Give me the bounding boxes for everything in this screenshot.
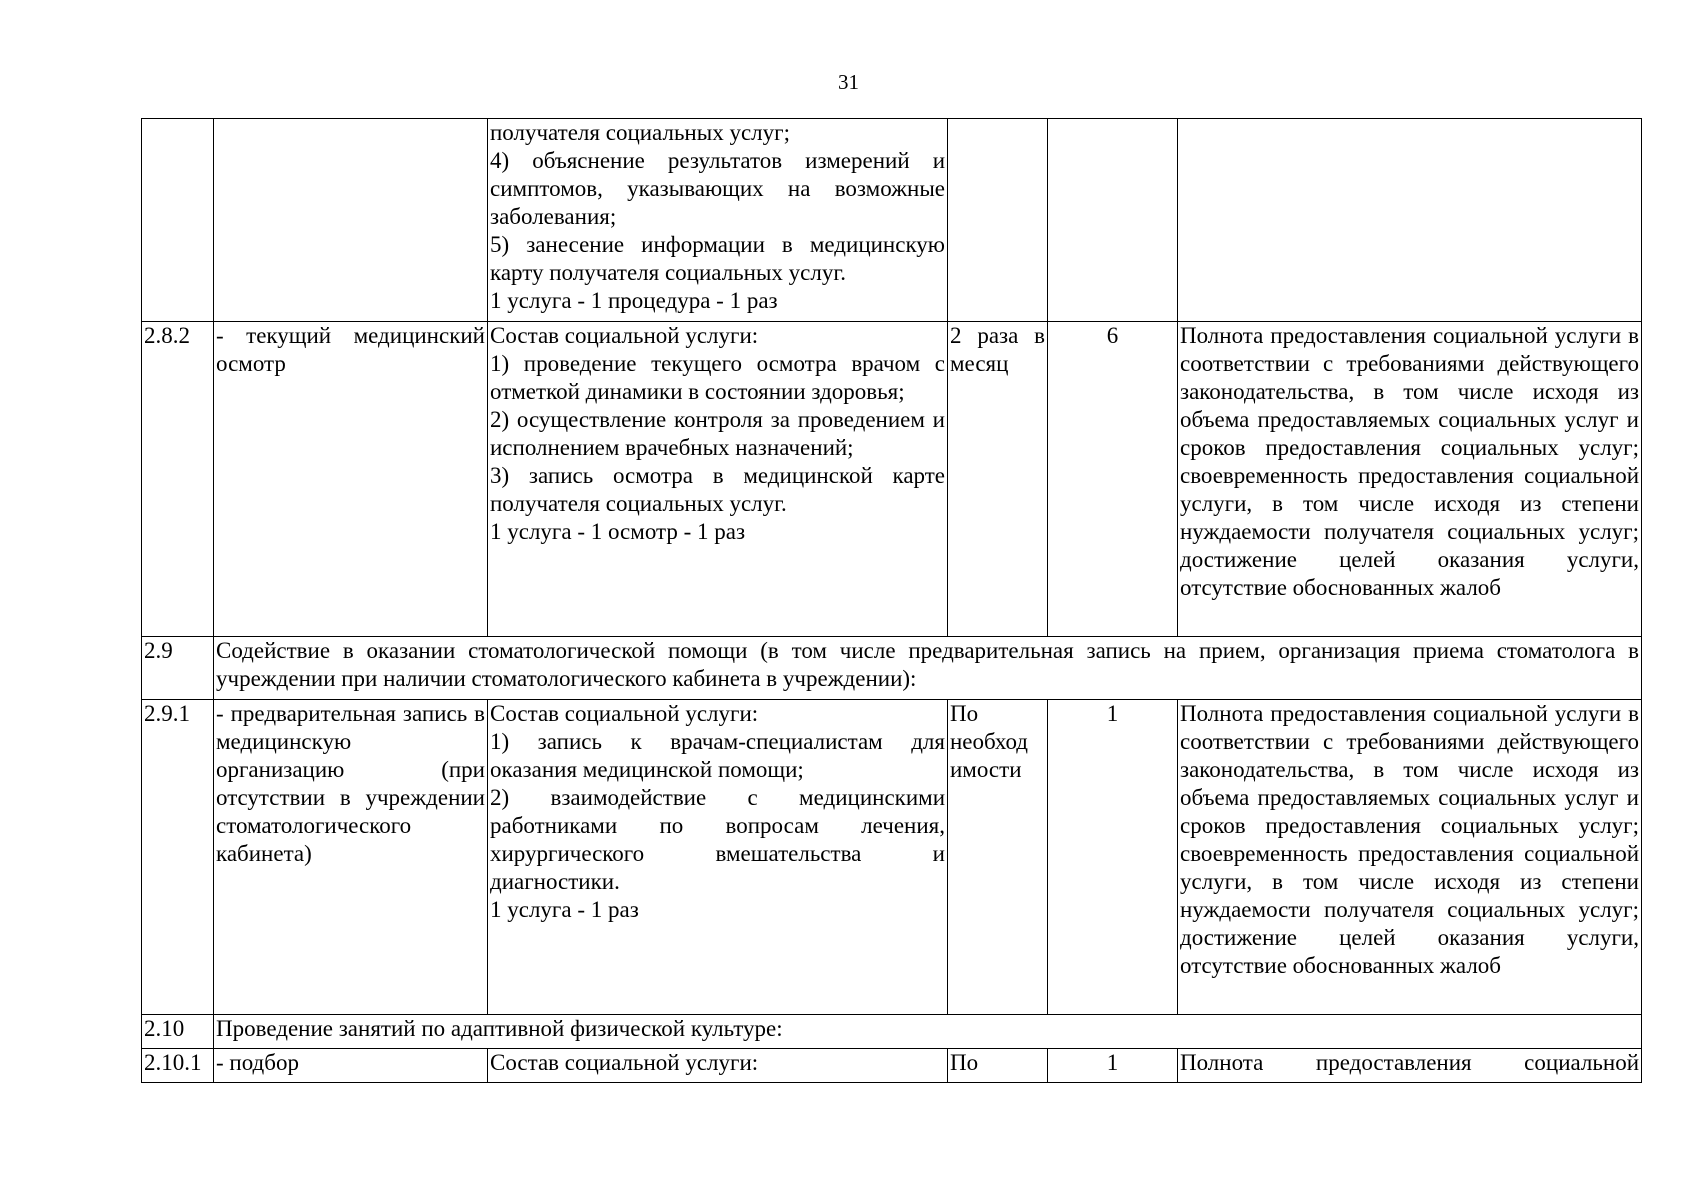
cell-service-name: - предварительная запись в медицинскую организацию (при отсутствии в учреждении стоматологического кабинета) bbox=[214, 700, 488, 1015]
cell-number: 2.10 bbox=[142, 1015, 214, 1049]
table-row bbox=[142, 637, 1642, 700]
cell-service-name bbox=[214, 119, 488, 322]
cell-service-name: - текущий медицинский осмотр bbox=[214, 322, 488, 637]
description-line: 2) осуществление контроля за проведением и исполнением врачебных назначений; bbox=[490, 407, 945, 460]
description-line: 4) объяснение результатов измерений и симптомов, указывающих на возможные заболевания; bbox=[490, 148, 945, 229]
cell-volume: 1 bbox=[1048, 1049, 1178, 1083]
cell-criteria: Полнота предоставления социальной услуги в соответствии с требованиями действующего законодательства, в том числе исходя из объема предоставляемых социальных услуг и сроков предоставления социальных услуг; своевременность предоставления социальной услуги, в том числе исходя из степени нуждаемости получателя социальных услуг; достижение целей оказания услуги, отсутствие обоснованных жалоб bbox=[1178, 322, 1642, 637]
description-line: получателя социальных услуг; bbox=[490, 120, 790, 145]
section-title: Содействие в оказании стоматологической помощи (в том числе предварительная запись на прием, организация приема стоматолога в учреждении при наличии стоматологического кабинета в учреждении): bbox=[214, 637, 1642, 700]
table-row bbox=[142, 700, 1642, 1015]
description-line: Состав социальной услуги: bbox=[490, 701, 759, 726]
description-line: Состав социальной услуги: bbox=[490, 323, 759, 348]
cell-number: 2.9 bbox=[142, 637, 214, 700]
cell-criteria: Полнота предоставления социальной bbox=[1178, 1049, 1642, 1083]
table-row bbox=[142, 119, 1642, 322]
cell-criteria: Полнота предоставления социальной услуги в соответствии с требованиями действующего законодательства, в том числе исходя из объема предоставляемых социальных услуг и сроков предоставления социальных услуг; своевременность предоставления социальной услуги, в том числе исходя из степени нуждаемости получателя социальных услуг; достижение целей оказания услуги, отсутствие обоснованных жалоб bbox=[1178, 700, 1642, 1015]
cell-service-name: - подбор bbox=[214, 1049, 488, 1083]
cell-number: 2.9.1 bbox=[142, 700, 214, 1015]
cell-frequency: 2 раза в месяц bbox=[948, 322, 1048, 637]
cell-number: 2.8.2 bbox=[142, 322, 214, 637]
description-line: 1 услуга - 1 осмотр - 1 раз bbox=[490, 519, 746, 544]
cell-description bbox=[488, 119, 948, 322]
cell-description: Состав социальной услуги: bbox=[488, 1049, 948, 1083]
description-line: 1 услуга - 1 процедура - 1 раз bbox=[490, 288, 778, 313]
page-number: 31 bbox=[838, 70, 859, 94]
cell-number: 2.10.1 bbox=[142, 1049, 214, 1083]
description-line: 5) занесение информации в медицинскую карту получателя социальных услуг. bbox=[490, 232, 945, 285]
cell-volume: 6 bbox=[1048, 322, 1178, 637]
cell-description bbox=[488, 322, 948, 637]
services-table bbox=[141, 118, 1642, 1083]
description-line: 1 услуга - 1 раз bbox=[490, 897, 639, 922]
description-line: 1) запись к врачам-специалистам для оказания медицинской помощи; bbox=[490, 729, 945, 782]
cell-frequency: По bbox=[948, 1049, 1048, 1083]
description-line: 3) запись осмотра в медицинской карте получателя социальных услуг. bbox=[490, 463, 945, 516]
table-row bbox=[142, 322, 1642, 637]
cell-volume: 1 bbox=[1048, 700, 1178, 1015]
table-row bbox=[142, 1049, 1642, 1083]
description-line: 2) взаимодействие с медицинскими работниками по вопросам лечения, хирургического вмешательства и диагностики. bbox=[490, 785, 945, 894]
cell-description bbox=[488, 700, 948, 1015]
cell-number bbox=[142, 119, 214, 322]
section-title: Проведение занятий по адаптивной физической культуре: bbox=[214, 1015, 1642, 1049]
description-line: 1) проведение текущего осмотра врачом с отметкой динамики в состоянии здоровья; bbox=[490, 351, 945, 404]
cell-frequency: По необход имости bbox=[948, 700, 1048, 1015]
cell-frequency bbox=[948, 119, 1048, 322]
cell-volume bbox=[1048, 119, 1178, 322]
table-row bbox=[142, 1015, 1642, 1049]
cell-criteria bbox=[1178, 119, 1642, 322]
